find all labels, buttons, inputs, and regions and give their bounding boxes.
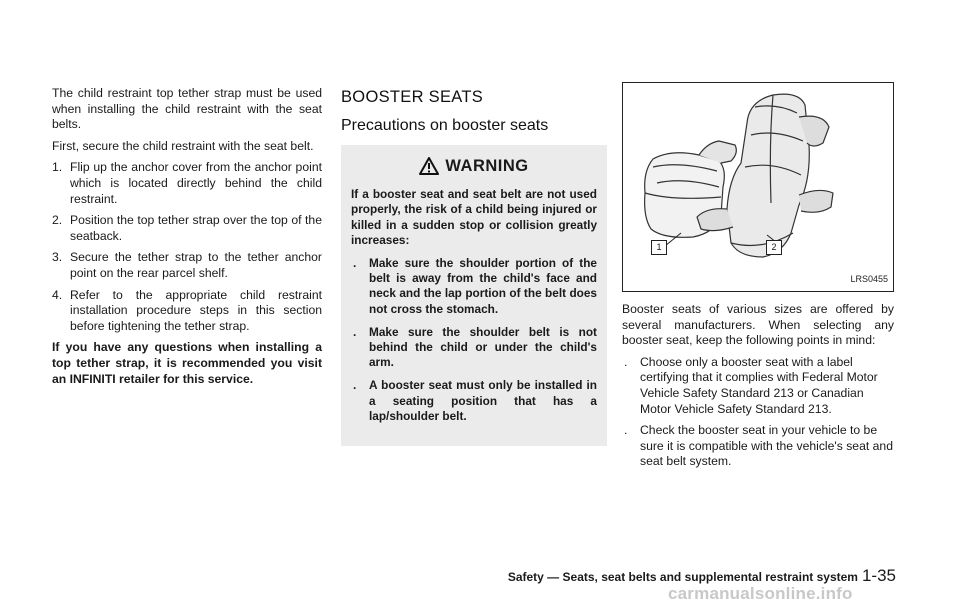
warning-box bbox=[341, 145, 607, 446]
warning-item-text: Make sure the shoulder belt is not behind the child or under the child's arm. bbox=[369, 324, 597, 370]
bullet-marker: . bbox=[624, 354, 628, 369]
middle-column bbox=[341, 86, 607, 446]
step-item bbox=[52, 160, 322, 207]
callout-2 bbox=[766, 240, 782, 255]
bullet-marker: . bbox=[624, 423, 628, 438]
footer-section-title: Safety — Seats, seat belts and supplemental restraint system bbox=[507, 570, 858, 584]
bullet-marker: . bbox=[353, 256, 357, 270]
booster-seat-figure bbox=[622, 82, 894, 292]
warning-item bbox=[351, 325, 597, 371]
figure-code: LRS0455 bbox=[850, 274, 888, 285]
step-text: Flip up the anchor cover from the anchor point which is located directly behind the child restraint. bbox=[70, 160, 322, 206]
selection-point bbox=[622, 355, 894, 417]
warning-item-text: A booster seat must only be installed in a seating position that has a lap/shoulder belt. bbox=[369, 378, 597, 423]
bullet-marker: . bbox=[353, 378, 357, 393]
tether-steps-list bbox=[52, 160, 322, 334]
section-heading: BOOSTER SEATS bbox=[341, 88, 484, 106]
warning-intro: If a booster seat and seat belt are not used properly, the risk of a child being injured or killed in a sudden stop or collision greatly increases: bbox=[351, 187, 597, 247]
secure-restraint-paragraph: First, secure the child restraint with the seat belt. bbox=[52, 138, 314, 153]
booster-selection-paragraph: Booster seats of various sizes are offered by several manufacturers. When selecting any booster seat, keep the following points in mind: bbox=[622, 302, 894, 348]
step-text: Refer to the appropriate child restraint installation procedure steps in this section before tightening the tether strap. bbox=[70, 287, 322, 333]
callout-1-label: 1 bbox=[656, 242, 662, 252]
step-text: Position the top tether strap over the top of the seatback. bbox=[70, 213, 322, 243]
bullet-marker: . bbox=[353, 324, 357, 339]
selection-point bbox=[622, 423, 894, 470]
step-number: 2. bbox=[52, 213, 63, 228]
selection-points-list bbox=[622, 355, 894, 470]
tether-intro-paragraph: The child restraint top tether strap must be used when installing the child restraint with the seat belts. bbox=[52, 86, 322, 132]
booster-selection-text bbox=[622, 302, 894, 470]
warning-header bbox=[351, 157, 597, 175]
booster-seat-illustration bbox=[623, 83, 893, 291]
retailer-note: If you have any questions when installing a top tether strap, it is recommended you visit an INFINITI retailer for this service. bbox=[52, 340, 322, 386]
watermark: carmanualsonline.info bbox=[668, 584, 853, 603]
step-item bbox=[52, 288, 322, 335]
callout-1 bbox=[651, 240, 667, 255]
subsection-heading: Precautions on booster seats bbox=[341, 116, 549, 134]
right-column bbox=[622, 86, 894, 476]
callout-2-label: 2 bbox=[771, 242, 777, 252]
warning-title: WARNING bbox=[445, 156, 529, 175]
warning-list bbox=[351, 256, 597, 424]
left-column bbox=[52, 86, 322, 393]
warning-item-text: Make sure the shoulder portion of the belt is away from the child's face and neck and the lap portion of the belt does not cross the stomach. bbox=[369, 256, 597, 316]
warning-item bbox=[351, 378, 597, 424]
selection-point-text: Check the booster seat in your vehicle to be sure it is compatible with the vehicle's seat and seat belt system. bbox=[640, 423, 893, 469]
selection-point-text: Choose only a booster seat with a label certifying that it complies with Federal Motor Vehicle Safety Standard 213 or Canadian Motor Vehicle Safety Standard 213. bbox=[640, 354, 878, 416]
step-number: 3. bbox=[52, 250, 63, 265]
page-number: 1-35 bbox=[861, 566, 896, 585]
page-footer bbox=[484, 566, 896, 586]
step-text: Secure the tether strap to the tether anchor point on the rear parcel shelf. bbox=[70, 250, 322, 280]
warning-item bbox=[351, 256, 597, 317]
high-back-booster-seat bbox=[727, 94, 809, 257]
step-item bbox=[52, 250, 322, 281]
step-number: 1. bbox=[52, 160, 63, 175]
warning-triangle-icon bbox=[419, 157, 439, 175]
step-item bbox=[52, 213, 322, 244]
step-number: 4. bbox=[52, 287, 63, 302]
